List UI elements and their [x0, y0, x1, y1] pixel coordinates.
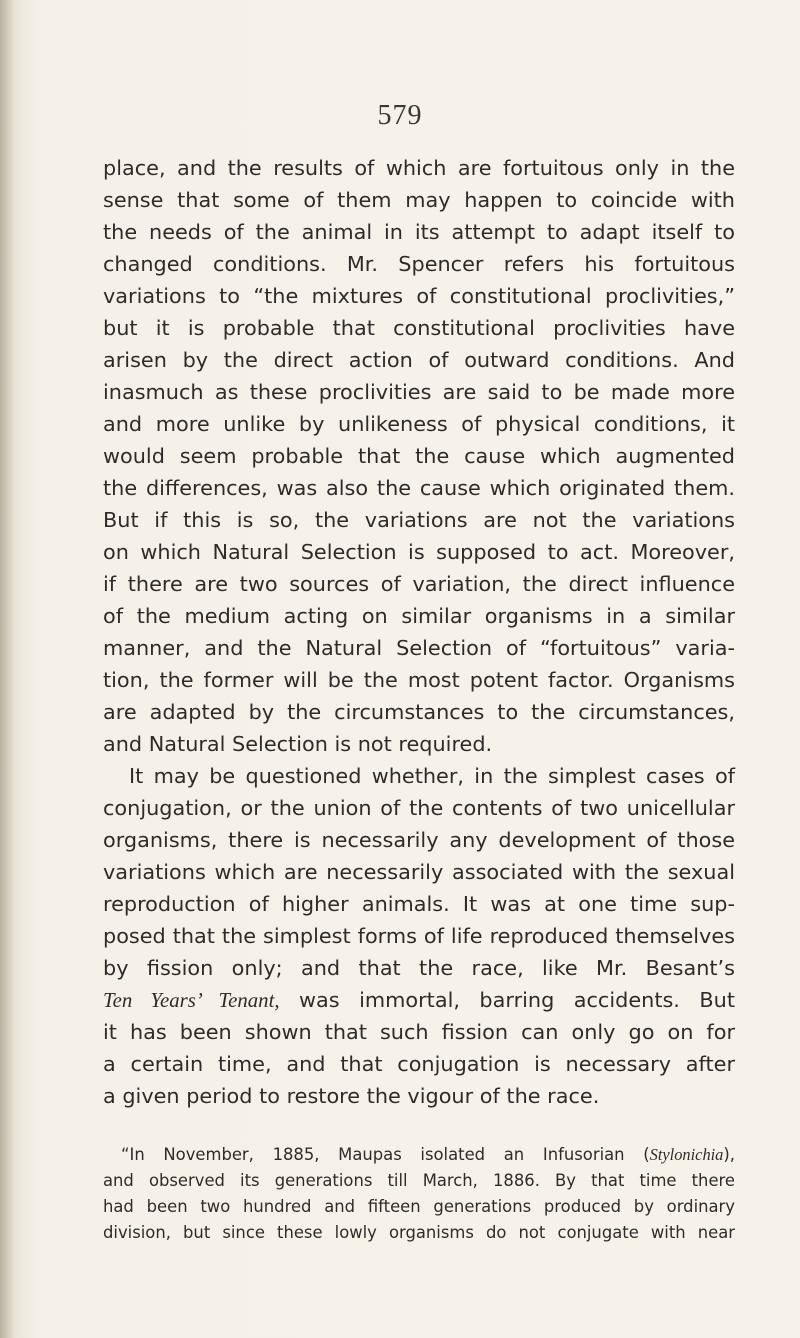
text-line: would seem probable that the cause which augmented — [103, 444, 735, 468]
text-line: on which Natural Selection is supposed to act. Moreover, — [103, 540, 735, 564]
page-spine-shadow — [0, 0, 14, 1338]
text-line: But if this is so, the variations are not the variations — [103, 508, 735, 532]
text-line: posed that the simplest forms of life reproduced themselves — [103, 924, 735, 948]
text-line: the needs of the animal in its attempt to adapt itself to — [103, 220, 735, 244]
footnote-line: had been two hundred and fifteen generations produced by ordinary — [103, 1197, 735, 1216]
text-line: conjugation, or the union of the contents of two unicellular — [103, 796, 735, 820]
footnote-line: division, but since these lowly organisms do not conjugate with near — [103, 1223, 735, 1242]
text-line: organisms, there is necessarily any development of those — [103, 828, 735, 852]
text-line: arisen by the direct action of outward conditions. And — [103, 348, 735, 372]
text-line: a certain time, and that conjugation is necessary after — [103, 1052, 735, 1076]
text-line: and more unlike by unlikeness of physical conditions, it — [103, 412, 735, 436]
body-text — [103, 152, 735, 1112]
text-line: reproduction of higher animals. It was at one time sup- — [103, 892, 735, 916]
text-line: by fission only; and that the race, like Mr. Besant’s — [103, 956, 735, 980]
text-line: inasmuch as these proclivities are said to be made more — [103, 380, 735, 404]
text-line: it has been shown that such fission can only go on for — [103, 1020, 735, 1044]
text-line: variations which are necessarily associated with the sexual — [103, 860, 735, 884]
text-line: the differences, was also the cause which originated them. — [103, 476, 735, 500]
text-line: a given period to restore the vigour of the race. — [103, 1084, 600, 1108]
text-line: variations to “the mixtures of constitutional proclivities,” — [103, 284, 735, 308]
text-line: place, and the results of which are fortuitous only in the — [103, 156, 735, 180]
text-line: sense that some of them may happen to coincide with — [103, 188, 735, 212]
genus-close: ), — [723, 1145, 735, 1164]
text-line-with-title — [103, 984, 735, 1016]
footnote-line-start: “In November, 1885, Maupas isolated an Infusorian ( — [121, 1145, 650, 1164]
text-line: manner, and the Natural Selection of “fortuitous” varia- — [103, 636, 735, 660]
text-line: and Natural Selection is not required. — [103, 732, 493, 756]
footnote — [103, 1142, 735, 1246]
text-line: It may be questioned whether, in the simplest cases of — [129, 764, 735, 788]
text-line: of the medium acting on similar organisms in a similar — [103, 604, 735, 628]
text-line-rest: was immortal, barring accidents. But — [299, 988, 735, 1012]
text-line: changed conditions. Mr. Spencer refers his fortuitous — [103, 252, 735, 276]
book-title-italic: Ten Years’ Tenant, — [103, 989, 280, 1012]
page-number: 579 — [377, 100, 423, 131]
footnote-line-with-genus — [103, 1142, 735, 1168]
text-line: tion, the former will be the most potent factor. Organisms — [103, 668, 735, 692]
text-line: but it is probable that constitutional proclivities have — [103, 316, 735, 340]
text-line: if there are two sources of variation, the direct influence — [103, 572, 735, 596]
text-line: are adapted by the circumstances to the circumstances, — [103, 700, 735, 724]
footnote-line: and observed its generations till March, 1886. By that time there — [103, 1171, 735, 1190]
genus-italic: Stylonichia — [649, 1145, 724, 1164]
